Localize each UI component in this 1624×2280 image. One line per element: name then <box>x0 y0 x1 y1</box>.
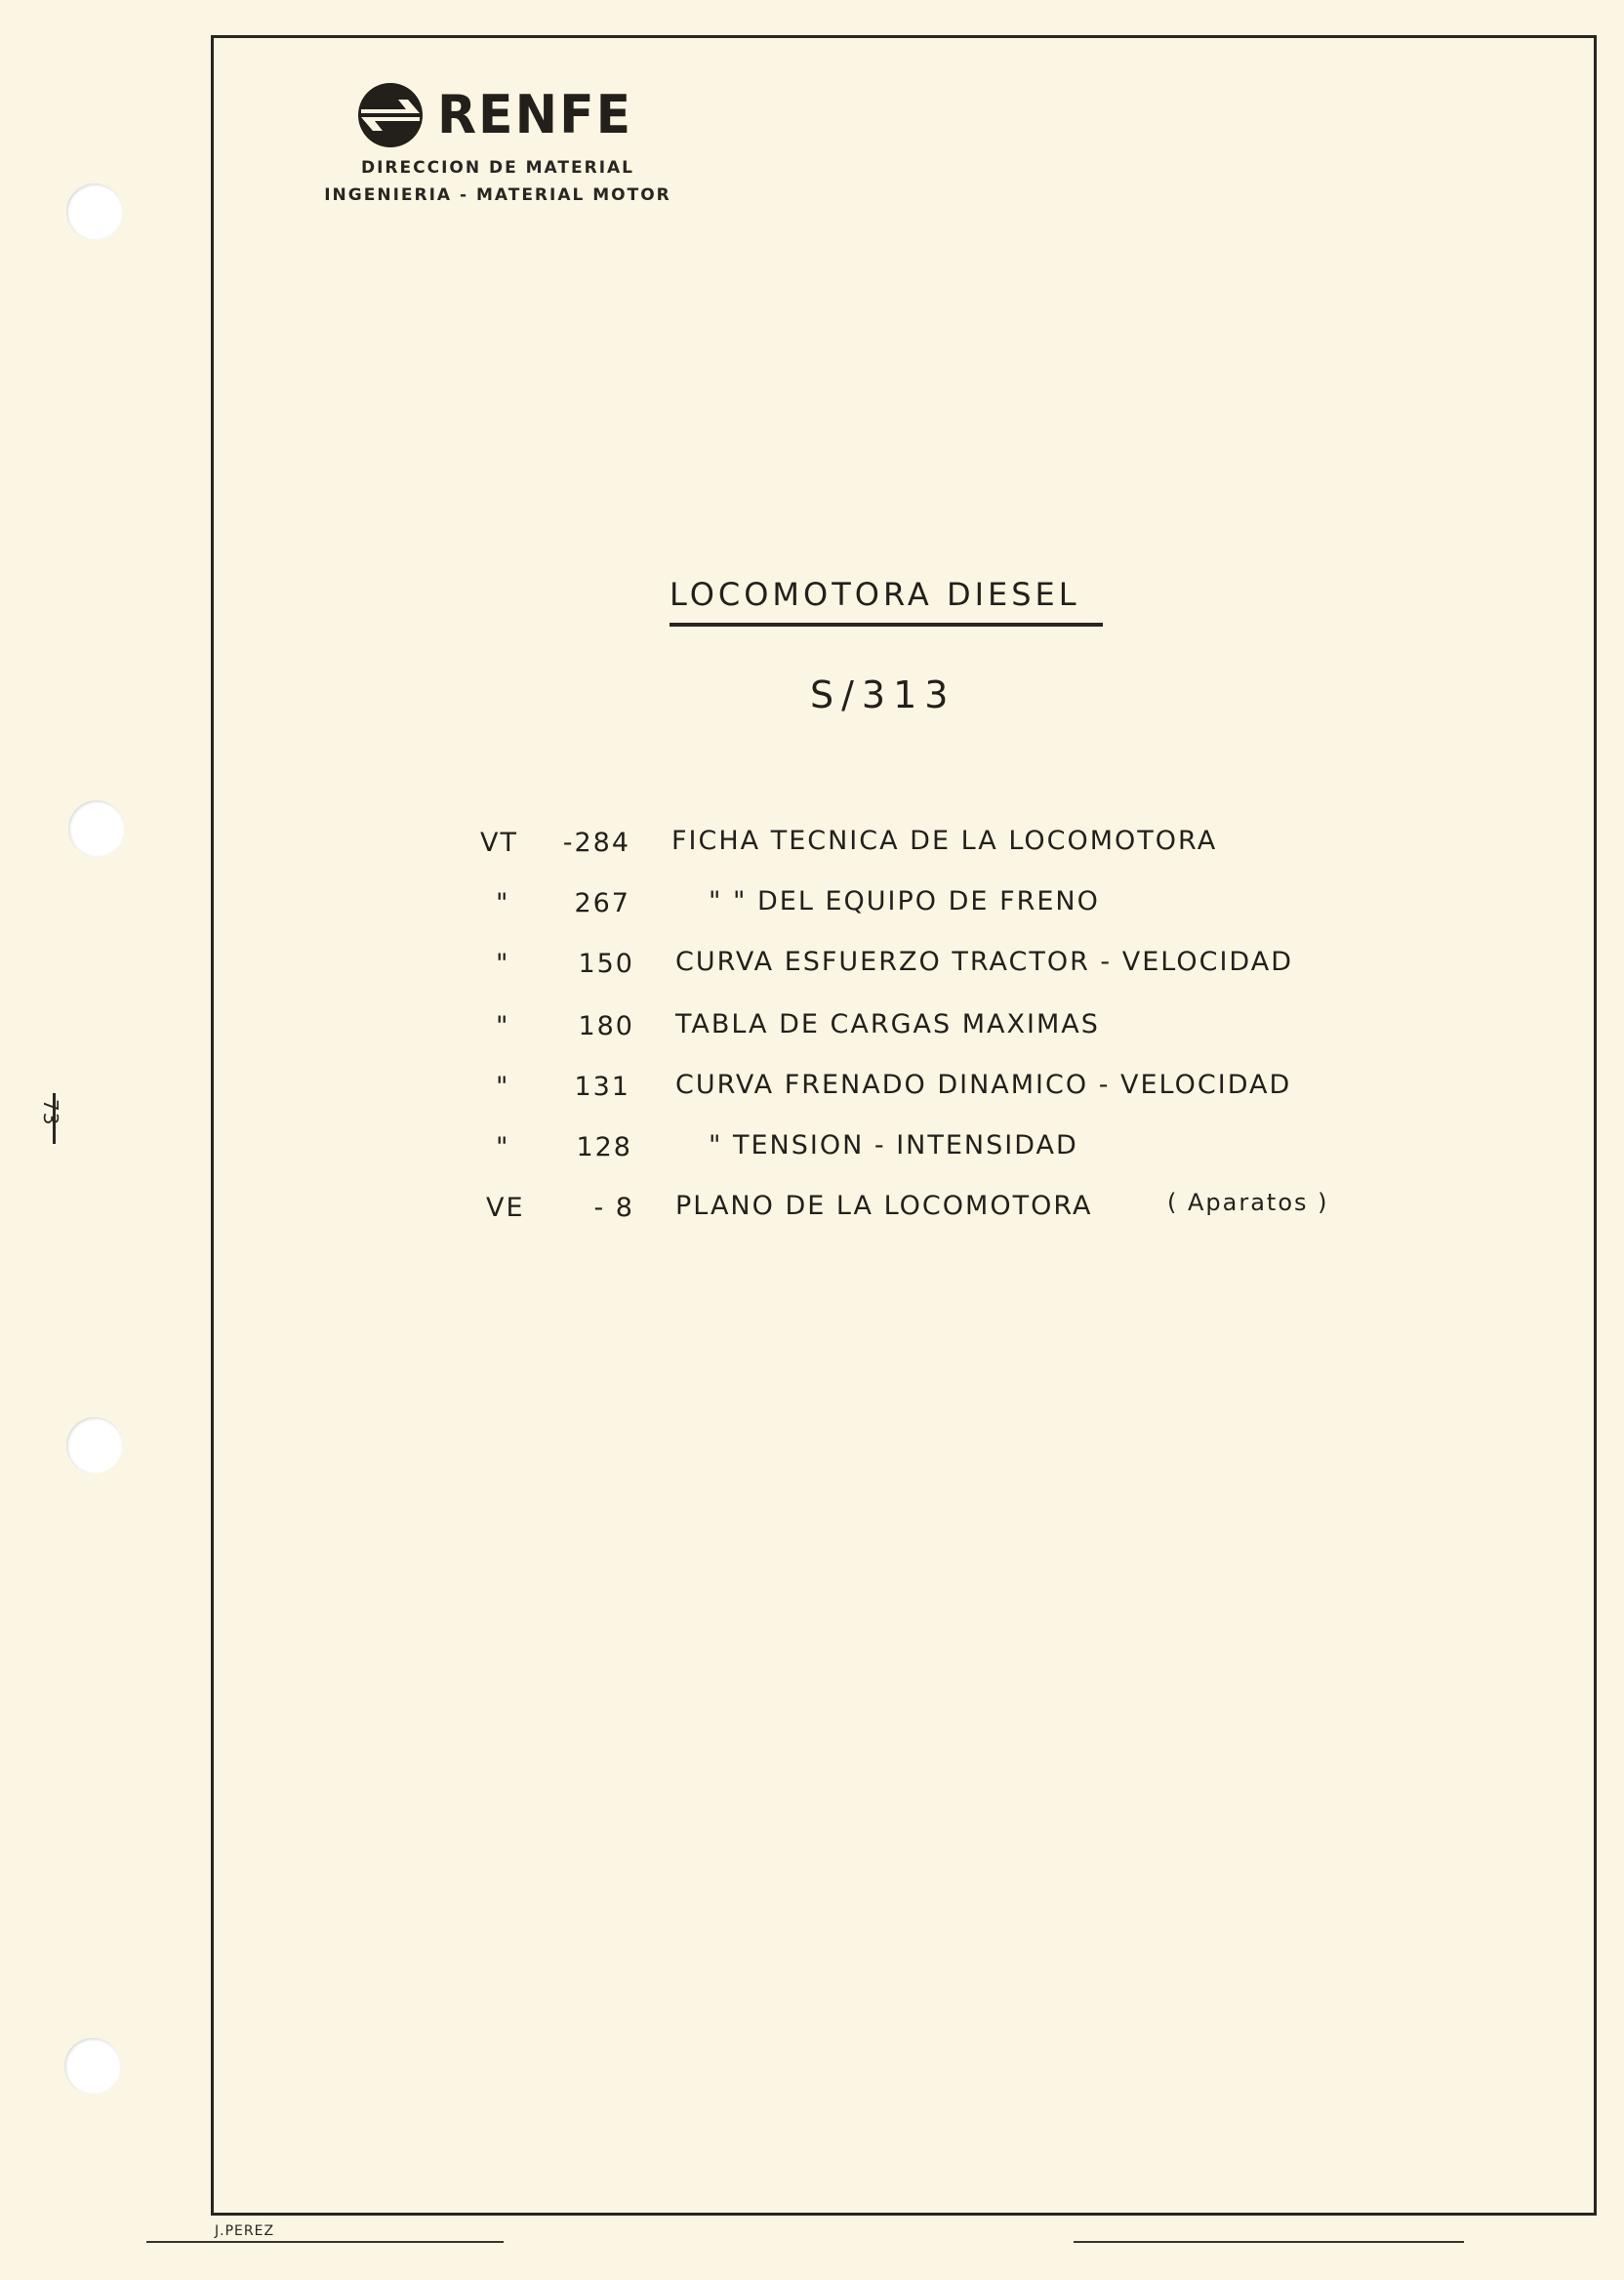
subdepartment-name: INGENIERIA - MATERIAL MOTOR <box>324 185 671 205</box>
list-item-code: VT <box>480 828 518 858</box>
logo-wordmark: RENFE <box>437 84 633 146</box>
renfe-logo <box>355 76 632 154</box>
list-item-code: " <box>496 1132 510 1162</box>
footer-author: J.PEREZ <box>215 2223 275 2239</box>
document-subtitle: S/313 <box>810 673 956 716</box>
punch-hole <box>64 2038 121 2095</box>
list-item-number: 267 <box>574 888 630 918</box>
list-item-description: " TENSION - INTENSIDAD <box>709 1130 1078 1160</box>
list-item-number: 131 <box>574 1072 630 1102</box>
page-border <box>211 35 1597 2216</box>
list-item-description: CURVA FRENADO DINAMICO - VELOCIDAD <box>675 1070 1292 1100</box>
list-item-description: FICHA TECNICA DE LA LOCOMOTORA <box>671 826 1218 856</box>
footer-rule <box>1074 2241 1464 2243</box>
list-item-code: " <box>496 1072 510 1102</box>
margin-mark-number: 73 <box>39 1099 62 1126</box>
department-name: DIRECCION DE MATERIAL <box>360 158 635 178</box>
footer-rule <box>146 2241 504 2243</box>
margin-mark <box>29 1081 107 1126</box>
list-item-number: - 8 <box>593 1193 634 1223</box>
list-item-code: " <box>496 1011 510 1041</box>
list-item-description: " " DEL EQUIPO DE FRENO <box>709 886 1100 916</box>
list-item-description: CURVA ESFUERZO TRACTOR - VELOCIDAD <box>675 947 1294 977</box>
list-item-code: VE <box>486 1193 525 1223</box>
list-item-description: PLANO DE LA LOCOMOTORA <box>675 1191 1093 1221</box>
punch-hole <box>66 1417 123 1474</box>
punch-hole <box>66 183 123 240</box>
renfe-emblem-icon <box>355 80 426 150</box>
list-item-number: 180 <box>578 1011 634 1041</box>
list-item-note: ( Aparatos ) <box>1167 1189 1329 1216</box>
list-item-code: " <box>496 888 510 918</box>
list-item-code: " <box>496 949 510 979</box>
list-item-number: -284 <box>562 828 630 858</box>
list-item-number: 150 <box>578 949 634 979</box>
list-item-number: 128 <box>576 1132 632 1162</box>
list-item-description: TABLA DE CARGAS MAXIMAS <box>675 1009 1100 1039</box>
punch-hole <box>68 800 125 857</box>
title-underline <box>670 623 1103 627</box>
document-title: LOCOMOTORA DIESEL <box>670 576 1080 613</box>
